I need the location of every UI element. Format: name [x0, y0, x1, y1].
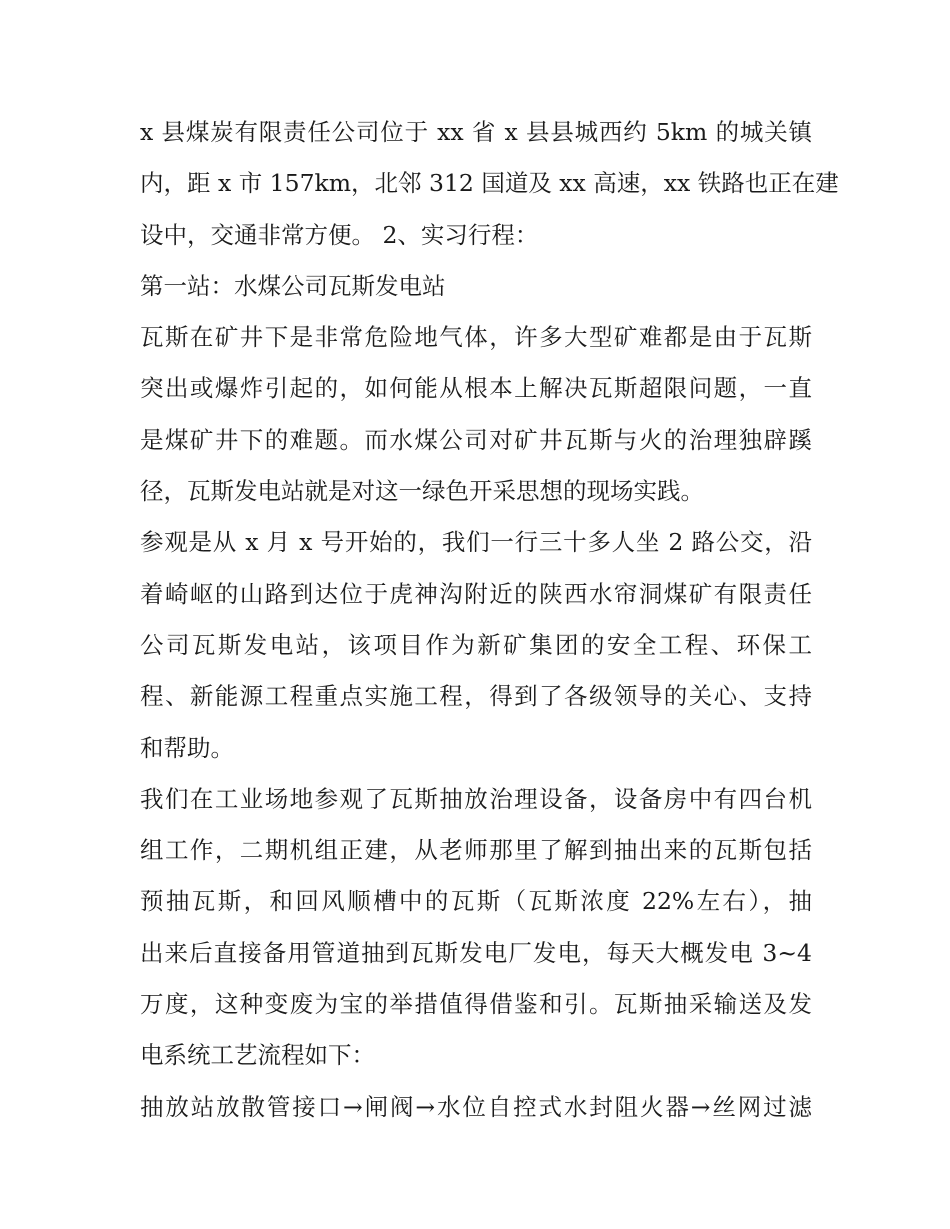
- text-line-7: 是煤矿井下的难题。而水煤公司对矿井瓦斯与火的治理独辟蹊: [140, 425, 812, 454]
- text-line-1: x 县煤炭有限责任公司位于 xx 省 x 县县城西约 5km 的城关镇: [140, 118, 812, 146]
- text-line-12: 程、新能源工程重点实施工程，得到了各级领导的关心、支持: [140, 682, 812, 711]
- text-line-16: 预抽瓦斯，和回风顺槽中的瓦斯（瓦斯浓度 22%左右），抽: [140, 887, 812, 916]
- text-line-15: 组工作，二期机组正建，从老师那里了解到抽出来的瓦斯包括: [140, 836, 812, 865]
- text-line-14: 我们在工业场地参观了瓦斯抽放治理设备，设备房中有四台机: [140, 784, 812, 813]
- text-line-9: 参观是从 x 月 x 号开始的，我们一行三十多人坐 2 路公交，沿: [140, 528, 812, 557]
- document-page: [140, 112, 839, 1138]
- text-line-5: 瓦斯在矿井下是非常危险地气体，许多大型矿难都是由于瓦斯: [140, 323, 812, 352]
- text-line-3: 设中，交通非常方便。 2、实习行程：: [140, 220, 539, 249]
- text-line-11: 公司瓦斯发电站，该项目作为新矿集团的安全工程、环保工: [140, 630, 812, 659]
- text-line-19: 电系统工艺流程如下：: [140, 1041, 375, 1070]
- section-heading: 第一站：水煤公司瓦斯发电站: [140, 271, 446, 300]
- text-line-8: 径，瓦斯发电站就是对这一绿色开采思想的现场实践。: [140, 477, 704, 506]
- text-line-18: 万度，这种变废为宝的举措值得借鉴和引。瓦斯抽采输送及发: [140, 990, 812, 1019]
- text-line-17: 出来后直接备用管道抽到瓦斯发电厂发电，每天大概发电 3~4: [140, 938, 812, 967]
- text-line-6: 突出或爆炸引起的，如何能从根本上解决瓦斯超限问题，一直: [140, 374, 812, 403]
- text-line-13: 和帮助。: [140, 733, 234, 762]
- text-line-2: 内，距 x 市 157km，北邻 312 国道及 xx 高速，xx 铁路也正在建: [140, 169, 839, 198]
- text-line-10: 着崎岖的山路到达位于虎神沟附近的陕西水帘洞煤矿有限责任: [140, 579, 812, 608]
- text-line-20: 抽放站放散管接口→闸阀→水位自控式水封阻火器→丝网过滤: [140, 1092, 812, 1121]
